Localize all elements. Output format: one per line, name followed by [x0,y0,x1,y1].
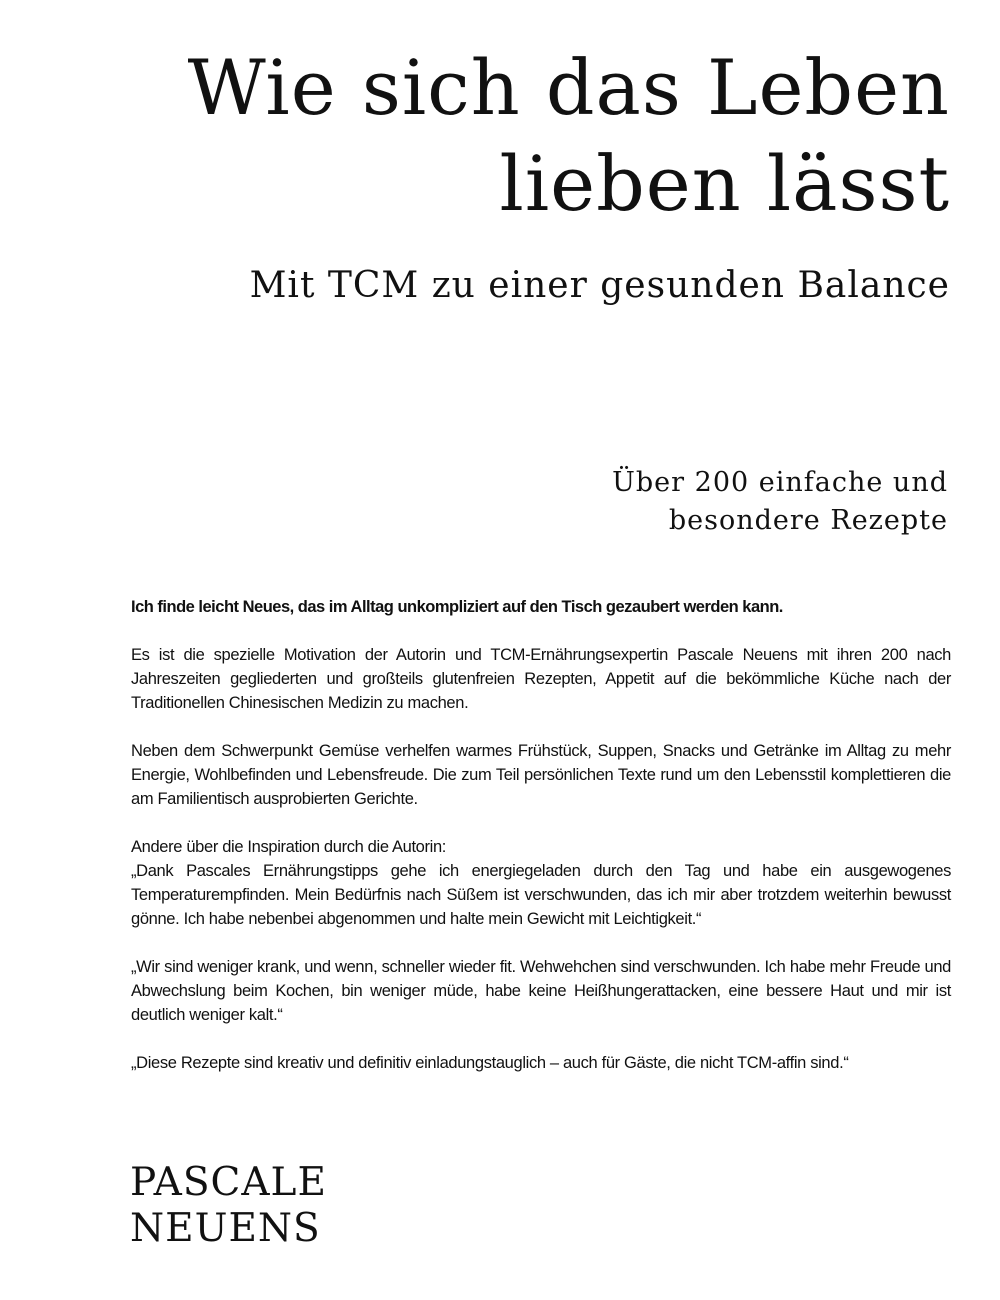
blurb-text [131,595,951,1099]
testimonial-quote-3: „Diese Rezepte sind kreativ und definitiv einladungstauglich – auch für Gäste, die nicht TCM-affin sind.“ [131,1054,849,1072]
book-title-line-1: Wie sich das Leben [187,43,950,132]
testimonial-quote-2: „Wir sind weniger krank, und wenn, schneller wieder fit. Wehwehchen sind verschwunden. Ich habe mehr Freude und Abwechslung beim Kochen, bin weniger müde, habe keine Heißhungerattacken, eine bessere Haut und mir ist deutlich weniger kalt.“ [131,958,951,1024]
paragraph-focus: Neben dem Schwerpunkt Gemüse verhelfen warmes Frühstück, Suppen, Snacks und Getränke im Alltag zu mehr Energie, Wohlbefinden und Lebensfreude. Die zum Teil persönlichen Texte rund um den Lebensstil komplettieren die am Familientisch ausprobierten Gerichte. [131,742,951,808]
author-first-name: PASCALE [130,1160,327,1205]
testimonials-intro: Andere über die Inspiration durch die Autorin: [131,838,447,856]
author-name [130,1160,327,1252]
paragraph-motivation: Es ist die spezielle Motivation der Autorin und TCM-Ernährungsexpertin Pascale Neuens mit ihren 200 nach Jahreszeiten gegliederten und großteils glutenfreien Rezepten, Appetit auf die bekömmliche Küche nach der Traditionellen Chinesischen Medizin zu machen. [131,646,951,712]
book-title-line-2: lieben lässt [499,139,950,228]
testimonial-quote-1: „Dank Pascales Ernährungstipps gehe ich energiegeladen durch den Tag und habe ein ausgewogenes Temperaturempfinden. Mein Bedürfnis nach Süßem ist verschwunden, das ich mir aber trotzdem weiterhin bewusst gönne. Ich habe nebenbei abgenommen und halte mein Gewicht mit Leichtigkeit.“ [131,862,951,928]
recipe-tagline-line-1: Über 200 einfache und [612,467,948,498]
testimonials-block [131,835,951,931]
recipe-tagline-line-2: besondere Rezepte [668,505,948,536]
book-subtitle: Mit TCM zu einer gesunden Balance [249,265,950,306]
book-title [70,40,950,232]
author-last-name: NEUENS [130,1206,321,1251]
lead-sentence: Ich finde leicht Neues, das im Alltag unkompliziert auf den Tisch gezaubert werden kann. [131,598,783,616]
recipe-tagline [448,464,948,540]
